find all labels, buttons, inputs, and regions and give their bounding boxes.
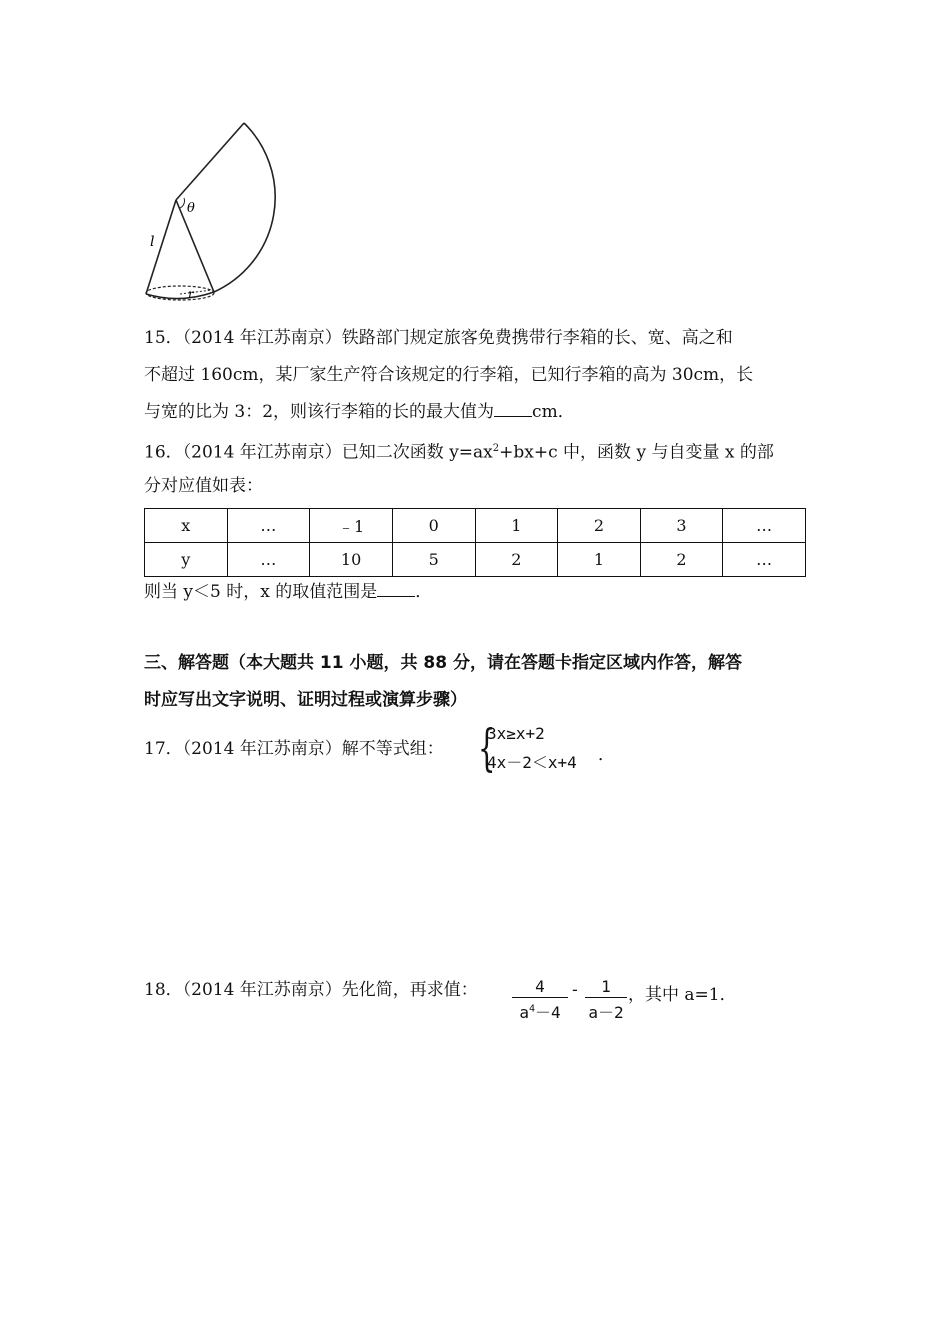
q16-line1-rest: +bx+c 中，函数 y 与自变量 x 的部: [499, 442, 774, 463]
q15-line3-unit: cm．: [532, 402, 575, 422]
q18-frac1-den-base: a: [519, 1003, 529, 1022]
q18-minus: -: [572, 980, 578, 1000]
table-row: [145, 509, 806, 543]
label-theta: θ: [187, 201, 195, 216]
q17-inequality-2: 4x－2＜x+4: [487, 753, 577, 772]
q18-frac1-denominator: [512, 998, 568, 1023]
q15-line1: 15．（2014 年江苏南京）铁路部门规定旅客免费携带行李箱的长、宽、高之和: [144, 328, 733, 348]
q16-answer-blank[interactable]: [377, 580, 415, 597]
q18-frac1-den-exp: 4: [528, 1003, 536, 1015]
label-r: r: [188, 287, 194, 301]
q15-line2: 不超过 160cm，某厂家生产符合该规定的行李箱，已知行李箱的高为 30cm，长: [144, 365, 754, 385]
q15-line3: [144, 400, 575, 424]
q18-end: ，其中 a=1．: [628, 985, 737, 1005]
table-cell: y: [145, 543, 228, 577]
q18-text: 18．（2014 年江苏南京）先化简，再求值：: [144, 980, 478, 1000]
table-cell: 3: [640, 509, 723, 543]
q16-question-end: ．: [415, 582, 433, 602]
table-cell: 5: [392, 543, 475, 577]
q17-inequality-1: 3x≥x+2: [487, 724, 545, 743]
sector-radius-line: [176, 123, 244, 200]
table-cell: …: [227, 509, 310, 543]
table-row: [145, 543, 806, 577]
table-cell: 10: [310, 543, 393, 577]
section3-heading-line1: 三、解答题（本大题共 11 小题，共 88 分，请在答题卡指定区域内作答，解答: [144, 653, 742, 673]
q17-text: 17．（2014 年江苏南京）解不等式组：: [144, 739, 444, 759]
q16-exponent: 2: [492, 443, 500, 454]
q16-line1: [144, 437, 774, 465]
section3-heading-line2: 时应写出文字说明、证明过程或演算步骤）: [144, 690, 467, 710]
table-cell: …: [723, 509, 806, 543]
table-cell: 1: [558, 543, 641, 577]
q18-fraction-2: [585, 977, 627, 1023]
table-cell: …: [723, 543, 806, 577]
table-cell: 2: [475, 543, 558, 577]
table-cell: 2: [558, 509, 641, 543]
q16-line2: 分对应值如表：: [144, 476, 263, 496]
q17-inequality-system: [478, 720, 598, 776]
q17-brace: {: [478, 719, 496, 777]
table-cell: 2: [640, 543, 723, 577]
q18-frac1-numerator: 4: [512, 977, 568, 998]
table-cell: …: [227, 543, 310, 577]
q18-frac2-denominator: a－2: [588, 1003, 624, 1022]
cone-sector-figure: [140, 118, 300, 308]
theta-arc: [180, 198, 185, 208]
table-cell: 1: [475, 509, 558, 543]
sector-arc: [214, 123, 275, 292]
q18-fraction-1: [512, 977, 568, 1023]
table-cell: ﹣1: [310, 509, 393, 543]
q18-frac1-den-rest: －4: [535, 1003, 561, 1022]
q16-line1-text: 16．（2014 年江苏南京）已知二次函数 y=ax: [144, 442, 493, 463]
q15-answer-blank[interactable]: [494, 400, 532, 417]
table-cell: x: [145, 509, 228, 543]
q18-frac2-numerator: 1: [585, 977, 627, 998]
table-cell: 0: [392, 509, 475, 543]
q15-line3-text: 与宽的比为 3：2，则该行李箱的长的最大值为: [144, 402, 495, 422]
label-l: l: [150, 234, 155, 250]
q16-question-text: 则当 y＜5 时，x 的取值范围是: [144, 582, 378, 602]
cone-right-slant: [176, 200, 214, 292]
q16-after-table: [144, 580, 432, 604]
q17-period: ．: [598, 745, 615, 765]
q16-value-table: [144, 508, 806, 577]
